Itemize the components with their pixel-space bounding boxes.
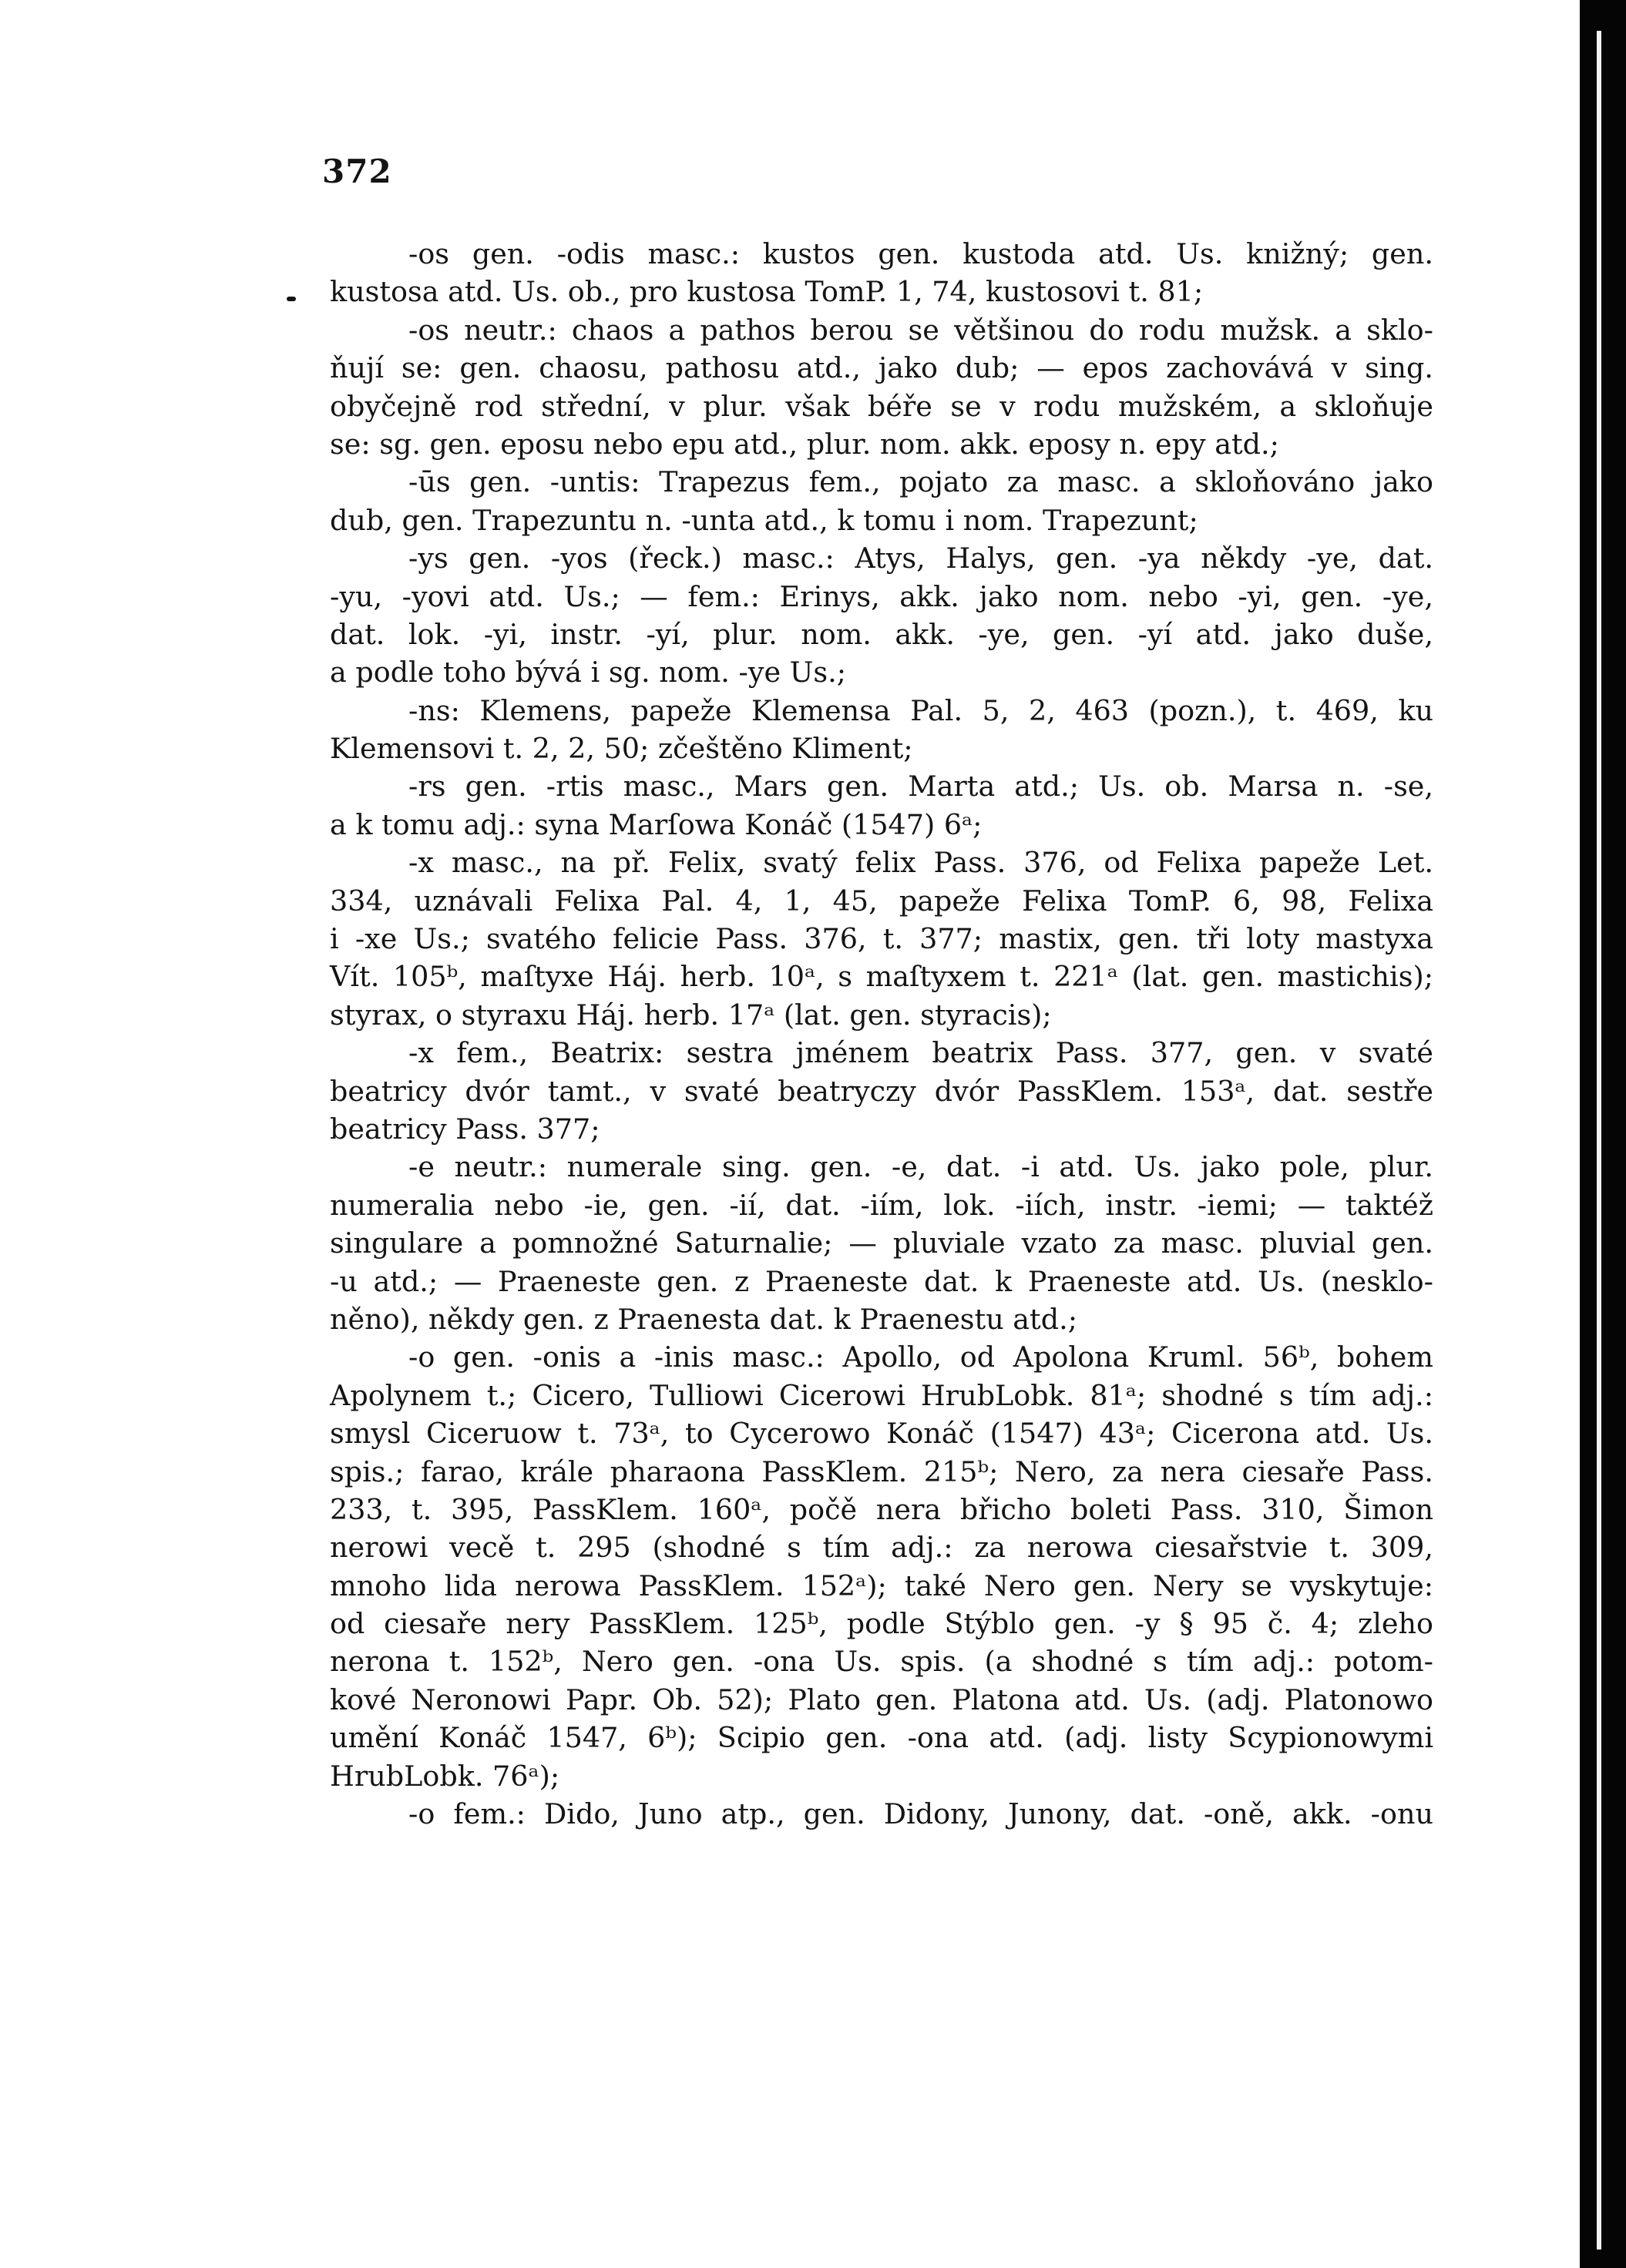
- page-number: 372: [322, 153, 392, 190]
- text-line: -os neutr.: chaos a pathos berou se většinou do rodu mužsk. a sklo-: [408, 313, 1433, 347]
- text-line: beatricy dvór tamt., v svaté beatryczy dvór PassKlem. 153ᵃ, dat. sestře: [330, 1074, 1433, 1108]
- text-line: nerona t. 152ᵇ, Nero gen. -ona Us. spis. (a shodné s tím adj.: potom-: [330, 1645, 1433, 1679]
- body-text: [330, 235, 1433, 1833]
- text-line: něno), někdy gen. z Praenesta dat. k Praenestu atd.;: [330, 1302, 1077, 1336]
- text-line: beatricy Pass. 377;: [330, 1112, 600, 1146]
- text-line: kové Neronowi Papr. Ob. 52); Plato gen. Platona atd. Us. (adj. Platonowo: [330, 1683, 1433, 1716]
- text-line: se: sg. gen. eposu nebo epu atd., plur. nom. akk. eposy n. epy atd.;: [330, 427, 1279, 461]
- text-line: -o fem.: Dido, Juno atp., gen. Didony, Junony, dat. -oně, akk. -onu: [408, 1797, 1433, 1831]
- text-line: -x fem., Beatrix: sestra jménem beatrix Pass. 377, gen. v svaté: [408, 1036, 1433, 1070]
- text-line: -x masc., na př. Felix, svatý felix Pass. 376, od Felixa papeže Let.: [408, 846, 1433, 880]
- text-line: -ns: Klemens, papeže Klemensa Pal. 5, 2, 463 (pozn.), t. 469, ku: [408, 693, 1433, 727]
- text-line: -ūs gen. -untis: Trapezus fem., pojato za masc. a skloňováno jako: [408, 465, 1433, 499]
- text-line: HrubLobk. 76ᵃ);: [330, 1759, 560, 1793]
- text-line: 233, t. 395, PassKlem. 160ᵃ, počě nera břicho boleti Pass. 310, Šimon: [330, 1492, 1433, 1526]
- text-line: -yu, -yovi atd. Us.; — fem.: Erinys, akk. jako nom. nebo -yi, gen. -ye,: [330, 579, 1433, 613]
- text-line: -ys gen. -yos (řeck.) masc.: Atys, Halys, gen. -ya někdy -ye, dat.: [408, 542, 1433, 575]
- text-line: Klemensovi t. 2, 2, 50; zčeštěno Kliment;: [330, 732, 913, 766]
- text-line: spis.; farao, krále pharaona PassKlem. 215ᵇ; Nero, za nera ciesaře Pass.: [330, 1454, 1433, 1488]
- text-line: kustosa atd. Us. ob., pro kustosa TomP. 1, 74, kustosovi t. 81;: [330, 275, 1204, 309]
- text-line: a podle toho bývá i sg. nom. -ye Us.;: [330, 656, 847, 689]
- text-line: 334, uznávali Felixa Pal. 4, 1, 45, papeže Felixa TomP. 6, 98, Felixa: [330, 884, 1433, 918]
- text-line: dat. lok. -yi, instr. -yí, plur. nom. akk. -ye, gen. -yí atd. jako duše,: [330, 617, 1433, 651]
- text-line: obyčejně rod střední, v plur. však béře se v rodu mužském, a skloňuje: [330, 389, 1433, 423]
- text-line: dub, gen. Trapezuntu n. -unta atd., k tomu i nom. Trapezunt;: [330, 503, 1198, 537]
- text-line: singulare a pomnožné Saturnalie; — pluviale vzato za masc. pluvial gen.: [330, 1226, 1433, 1260]
- text-line: mnoho lida nerowa PassKlem. 152ᵃ); také Nero gen. Nery se vyskytuje:: [330, 1568, 1433, 1602]
- text-line: umění Konáč 1547, 6ᵇ); Scipio gen. -ona atd. (adj. listy Scypionowymi: [330, 1721, 1433, 1755]
- scan-edge: [1580, 0, 1626, 2268]
- margin-mark: [287, 297, 296, 301]
- scan-edge-line: [1597, 31, 1601, 2250]
- text-line: numeralia nebo -ie, gen. -ií, dat. -iím, lok. -iích, instr. -iemi; — taktéž: [330, 1188, 1433, 1222]
- text-line: ňují se: gen. chaosu, pathosu atd., jako dub; — epos zachovává v sing.: [330, 351, 1433, 385]
- text-line: Apolynem t.; Cicero, Tulliowi Cicerowi HrubLobk. 81ᵃ; shodné s tím adj.:: [330, 1378, 1433, 1412]
- text-line: smysl Ciceruow t. 73ᵃ, to Cycerowo Konáč (1547) 43ᵃ; Cicerona atd. Us.: [330, 1417, 1433, 1451]
- text-line: -rs gen. -rtis masc., Mars gen. Marta atd.; Us. ob. Marsa n. -se,: [408, 770, 1433, 804]
- text-line: -e neutr.: numerale sing. gen. -e, dat. -i atd. Us. jako pole, plur.: [408, 1150, 1433, 1184]
- text-line: styrax, o styraxu Háj. herb. 17ᵃ (lat. gen. styracis);: [330, 998, 1052, 1032]
- text-line: i -xe Us.; svatého felicie Pass. 376, t. 377; mastix, gen. tři loty mastyxa: [330, 922, 1433, 956]
- text-line: nerowi vecě t. 295 (shodné s tím adj.: za nerowa ciesařstvie t. 309,: [330, 1531, 1433, 1565]
- text-line: -u atd.; — Praeneste gen. z Praeneste dat. k Praeneste atd. Us. (nesklo-: [330, 1264, 1433, 1298]
- text-line: od ciesaře nery PassKlem. 125ᵇ, podle Stýblo gen. -y § 95 č. 4; zleho: [330, 1607, 1433, 1641]
- text-line: Vít. 105ᵇ, maſtyxe Háj. herb. 10ᵃ, s maſtyxem t. 221ᵃ (lat. gen. mastichis);: [330, 960, 1433, 994]
- text-line: -os gen. -odis masc.: kustos gen. kustoda atd. Us. knižný; gen.: [408, 237, 1433, 270]
- text-line: -o gen. -onis a -inis masc.: Apollo, od Apolona Kruml. 56ᵇ, bohem: [408, 1340, 1433, 1374]
- text-line: a k tomu adj.: syna Marſowa Konáč (1547) 6ᵃ;: [330, 807, 983, 841]
